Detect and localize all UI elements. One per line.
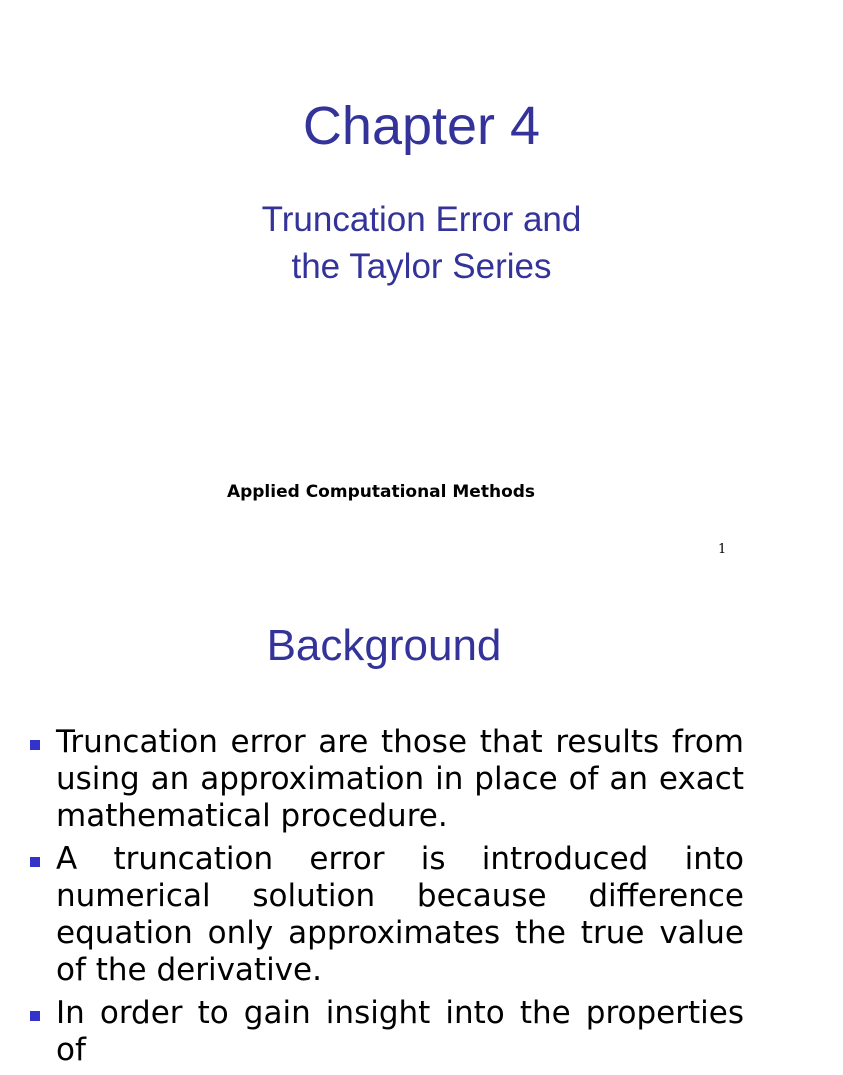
chapter-title: Chapter 4 [302,96,541,156]
square-bullet-icon [30,857,40,867]
slide-1 [0,0,768,576]
bullet-text: In order to gain insight into the properties of [56,995,744,1068]
slide-2 [0,576,768,1068]
subtitle-line-2: the Taylor Series [291,247,552,286]
bullet-item [0,724,768,835]
slide-title: Background [266,621,502,670]
bullet-item [0,841,768,989]
page-number: 1 [718,542,727,557]
subtitle-line-1: Truncation Error and [261,200,582,239]
bullet-item [0,995,768,1069]
chapter-subtitle [0,196,843,290]
bullet-text: A truncation error is introduced into numerical solution because difference equation only approximates the true value of the derivative. [56,841,744,988]
bullet-text: Truncation error are those that results from using an approximation in place of an exact mathematical procedure. [56,724,744,834]
bullet-list [0,724,768,1075]
square-bullet-icon [30,1011,40,1021]
course-name: Applied Computational Methods [226,482,536,502]
square-bullet-icon [30,740,40,750]
